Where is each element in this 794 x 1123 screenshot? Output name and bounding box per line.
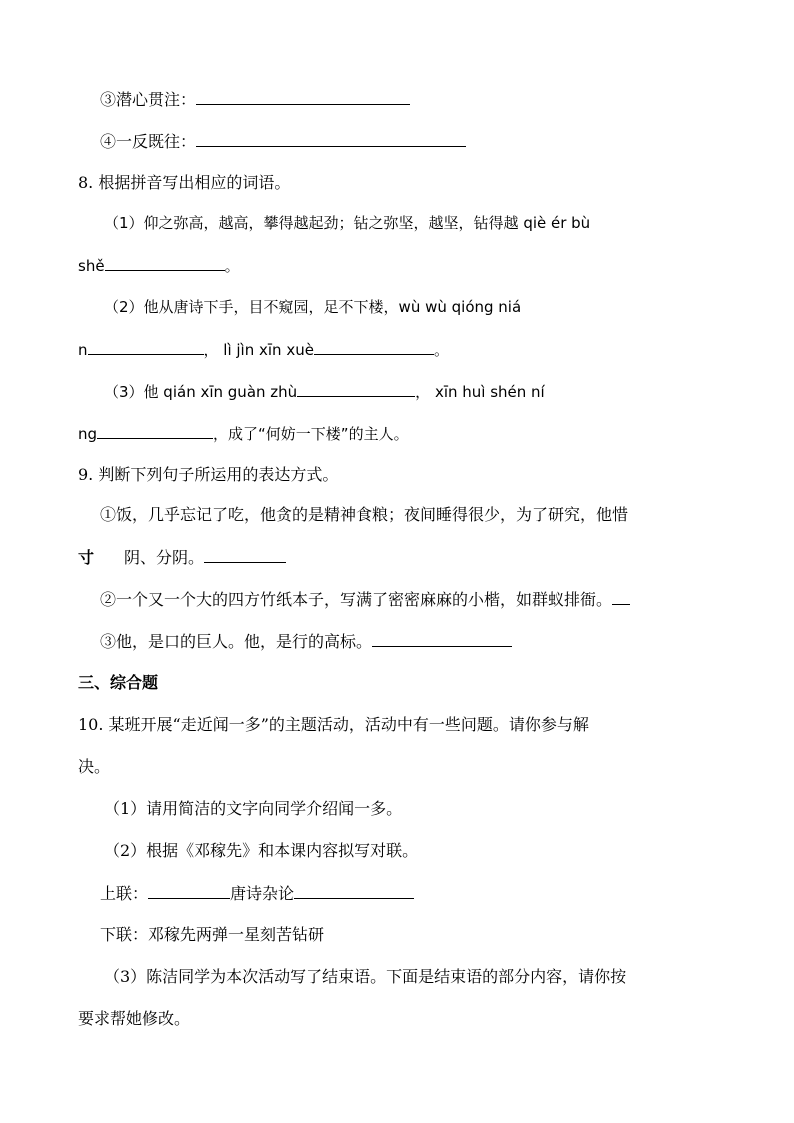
- answer-blank[interactable]: [372, 630, 512, 647]
- q9-1-rest: 阴、分阴。: [124, 548, 205, 567]
- answer-blank[interactable]: [204, 546, 286, 563]
- q9-1-line2: [78, 546, 286, 569]
- answer-blank[interactable]: [612, 588, 630, 605]
- answer-blank[interactable]: [196, 130, 466, 147]
- q8-3-mid: ， xīn huì shén ní: [415, 383, 545, 401]
- q10-line1: 10. 某班开展“走近闻一多”的主题活动，活动中有一些问题。请你参与解: [78, 715, 589, 734]
- q8-2-line1: （2）他从唐诗下手，目不窥园，足不下楼，wù wù qióng niá: [104, 298, 522, 316]
- q8-1-line2: [78, 254, 240, 277]
- q8-3-pinyin-tail: ng: [78, 425, 98, 443]
- q7-item-3-text: ③潜心贯注：: [100, 90, 197, 109]
- answer-blank[interactable]: [148, 882, 230, 899]
- q8-3-start: （3）他 qián xīn guàn zhù: [104, 383, 298, 401]
- q8-2-mid: ， lì jìn xīn xuè: [203, 341, 314, 359]
- answer-blank[interactable]: [105, 254, 225, 271]
- q7-item-4: [100, 130, 466, 153]
- answer-blank[interactable]: [196, 88, 410, 105]
- q7-item-3: [100, 88, 410, 111]
- answer-blank[interactable]: [97, 422, 213, 439]
- q10-couplet-down: 下联：邓稼先两弹一星刻苦钻研: [100, 925, 325, 944]
- q8-1-pinyin-tail: shě: [78, 257, 105, 275]
- q7-item-4-text: ④一反既往：: [100, 132, 197, 151]
- q9-3-line: [100, 630, 512, 653]
- q8-2-line2: [78, 338, 449, 361]
- q8-1-line1: （1）仰之弥高，越高，攀得越起劲；钻之弥坚，越坚，钻得越 qiè ér bù: [104, 214, 591, 232]
- q9-title: 9. 判断下列句子所运用的表达方式。: [78, 465, 339, 484]
- section-3-heading: 三、综合题: [78, 673, 159, 692]
- q8-2-end: 。: [433, 341, 449, 359]
- q8-1-end: 。: [224, 257, 240, 275]
- q10-3-line2: 要求帮她修改。: [78, 1009, 191, 1028]
- q8-3-line1: [104, 380, 545, 403]
- q9-1-char: 寸: [78, 548, 95, 567]
- q10-line2: 决。: [78, 757, 111, 776]
- q8-title: 8. 根据拼音写出相应的词语。: [78, 173, 291, 192]
- q10-1: （1）请用简洁的文字向同学介绍闻一多。: [104, 799, 403, 818]
- q10-3-line1: （3）陈洁同学为本次活动写了结束语。下面是结束语的部分内容，请你按: [104, 967, 627, 986]
- q8-3-end: ，成了“何妨一下楼”的主人。: [213, 425, 409, 443]
- answer-blank[interactable]: [294, 882, 414, 899]
- couplet-up-label: 上联：: [100, 884, 149, 903]
- q8-3-line2: [78, 422, 409, 445]
- q9-2-line: [100, 588, 630, 611]
- q9-3-text: ③他，是口的巨人。他，是行的高标。: [100, 632, 373, 651]
- q9-2-text: ②一个又一个大的四方竹纸本子，写满了密密麻麻的小楷，如群蚁排衙。: [100, 590, 613, 609]
- answer-blank[interactable]: [88, 338, 204, 355]
- q9-1-line1: ①饭，几乎忘记了吃，他贪的是精神食粮；夜间睡得很少，为了研究，他惜: [100, 505, 629, 524]
- q10-couplet-up: [100, 882, 414, 905]
- couplet-up-text: 唐诗杂论: [230, 884, 295, 903]
- q8-2-pinyin-tail: n: [78, 341, 88, 359]
- q10-2: （2）根据《邓稼先》和本课内容拟写对联。: [104, 841, 419, 860]
- answer-blank[interactable]: [314, 338, 434, 355]
- answer-blank[interactable]: [297, 380, 415, 397]
